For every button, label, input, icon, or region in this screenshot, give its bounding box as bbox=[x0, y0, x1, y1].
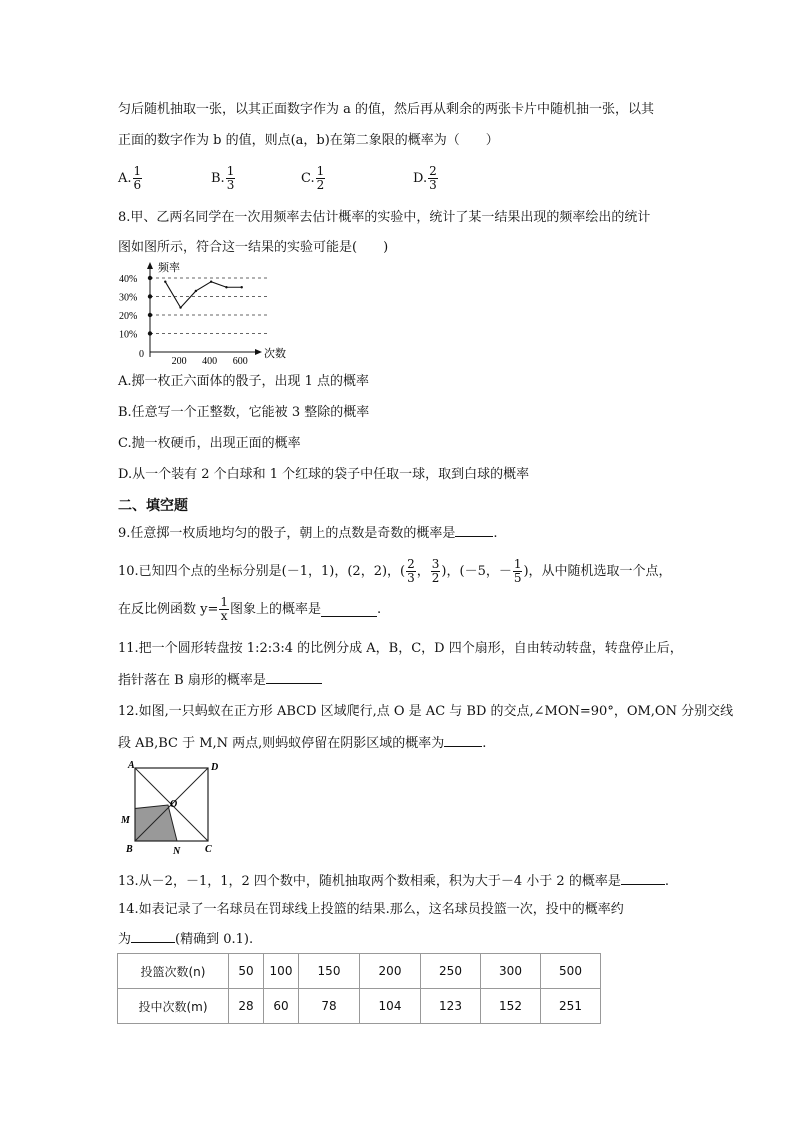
fraction bbox=[226, 165, 236, 192]
q7-option-c bbox=[301, 165, 326, 192]
fraction bbox=[219, 596, 229, 623]
q13-text: 13.从－2，－1，1，2 四个数中，随机抽取两个数相乘，积为大于－4 小于 2 的概率是 bbox=[118, 874, 621, 889]
axis-dot bbox=[148, 331, 152, 335]
fraction-numerator: 2 bbox=[429, 164, 437, 178]
data-point bbox=[210, 281, 212, 283]
x-tick-label: 400 bbox=[202, 356, 218, 366]
fraction-denominator: 3 bbox=[429, 178, 437, 192]
q10-text: )，从中随机选取一个点， bbox=[523, 563, 672, 579]
axis-dot bbox=[148, 313, 152, 317]
q9-end: . bbox=[493, 526, 498, 541]
q8-line-2: 图如图所示，符合这一结果的实验可能是( ) bbox=[118, 240, 389, 255]
q10-end: . bbox=[377, 601, 382, 617]
table-cell: 300 bbox=[481, 954, 541, 989]
q11-line-2 bbox=[118, 669, 322, 691]
option-label: C. bbox=[301, 171, 315, 186]
x-tick-label: 200 bbox=[171, 356, 187, 366]
q10-text: 10.已知四个点的坐标分别是(－1，1)，(2，2)，( bbox=[118, 563, 406, 579]
q12-end: . bbox=[482, 736, 487, 751]
fraction-numerator: 1 bbox=[513, 557, 522, 571]
fraction-denominator: 3 bbox=[407, 571, 415, 585]
fraction-denominator: 6 bbox=[133, 178, 142, 192]
q14-line-2 bbox=[118, 928, 253, 950]
q10-line-2 bbox=[118, 596, 381, 623]
label-m: M bbox=[121, 815, 130, 826]
table-cell: 78 bbox=[299, 989, 360, 1024]
data-point bbox=[164, 281, 166, 283]
data-point bbox=[179, 306, 181, 308]
x-tick-label: 600 bbox=[232, 356, 248, 366]
answer-blank bbox=[444, 732, 482, 747]
fraction-denominator: 2 bbox=[431, 571, 440, 585]
answer-blank bbox=[621, 870, 665, 885]
label-c: C bbox=[205, 844, 212, 855]
frequency-chart bbox=[112, 260, 312, 366]
q10-text: )，(－5，－ bbox=[441, 563, 512, 579]
table-cell: 500 bbox=[541, 954, 601, 989]
data-point bbox=[241, 286, 243, 288]
answer-blank bbox=[131, 928, 175, 943]
q9-text: 9.任意掷一枚质地均匀的骰子，朝上的点数是奇数的概率是 bbox=[118, 526, 456, 541]
shaded-region bbox=[135, 805, 177, 841]
row-header: 投中次数(m) bbox=[118, 989, 229, 1024]
fraction-numerator: 1 bbox=[220, 595, 229, 609]
axis-dot bbox=[148, 294, 152, 298]
q12-line-1: 12.如图,一只蚂蚁在正方形 ABCD 区域爬行,点 O 是 AC 与 BD 的交点,∠MON=90°，OM,ON 分别交线 bbox=[118, 704, 734, 719]
q7-option-a bbox=[118, 165, 143, 192]
fraction-denominator: 2 bbox=[316, 178, 325, 192]
q7-line-1: 匀后随机抽取一张，以其正面数字作为 a 的值，然后再从剩余的两张卡片中随机抽一张，以其 bbox=[118, 102, 655, 117]
x-axis-label: 次数 bbox=[264, 348, 286, 360]
section-title: 二、填空题 bbox=[118, 498, 188, 514]
fraction-numerator: 2 bbox=[407, 557, 415, 571]
q10-line-1 bbox=[118, 558, 672, 585]
q12-text: 段 AB,BC 于 M,N 两点,则蚂蚁停留在阴影区域的概率为 bbox=[118, 736, 445, 751]
table-cell: 150 bbox=[299, 954, 360, 989]
label-n: N bbox=[173, 846, 181, 857]
y-tick-label: 30% bbox=[119, 292, 138, 304]
table-cell: 28 bbox=[229, 989, 264, 1024]
square-diagram bbox=[115, 758, 220, 858]
fraction-denominator: x bbox=[220, 609, 228, 623]
q10-text: 在反比例函数 y= bbox=[118, 601, 219, 617]
q13 bbox=[118, 870, 669, 892]
label-a: A bbox=[128, 760, 135, 771]
frequency-line bbox=[165, 282, 241, 308]
q8-option-d: D.从一个装有 2 个白球和 1 个红球的袋子中任取一球，取到白球的概率 bbox=[118, 467, 530, 482]
fraction-denominator: 3 bbox=[226, 178, 235, 192]
q14-text: 为 bbox=[118, 932, 132, 947]
fraction-numerator: 1 bbox=[133, 164, 142, 178]
q10-text: 图象上的概率是 bbox=[230, 601, 322, 617]
fraction-numerator: 1 bbox=[226, 164, 235, 178]
data-point bbox=[225, 286, 227, 288]
fraction bbox=[133, 165, 143, 192]
y-axis-label: 频率 bbox=[158, 262, 180, 274]
q14-text: (精确到 0.1). bbox=[175, 932, 254, 947]
y-tick-label: 20% bbox=[119, 311, 138, 322]
label-b: B bbox=[126, 844, 133, 855]
table-cell: 60 bbox=[264, 989, 299, 1024]
fraction-numerator: 3 bbox=[431, 557, 440, 571]
fraction bbox=[406, 558, 416, 585]
q14-line-1: 14.如表记录了一名球员在罚球线上投篮的结果.那么，这名球员投篮一次，投中的概率约 bbox=[118, 902, 624, 917]
fraction bbox=[316, 165, 326, 192]
answer-blank bbox=[266, 669, 322, 684]
q11-line-1: 11.把一个圆形转盘按 1:2:3:4 的比例分成 A，B，C，D 四个扇形，自由转动转盘，转盘停止后， bbox=[118, 641, 683, 656]
y-axis-arrow-icon bbox=[147, 262, 153, 269]
option-label: A. bbox=[118, 171, 132, 186]
origin-label: 0 bbox=[139, 349, 144, 360]
axis-dot bbox=[148, 276, 152, 280]
q8-option-b: B.任意写一个正整数，它能被 3 整除的概率 bbox=[118, 405, 370, 420]
label-o: O bbox=[170, 799, 178, 810]
answer-blank bbox=[321, 602, 377, 617]
table-row bbox=[118, 989, 601, 1024]
q7-line-2: 正面的数字作为 b 的值，则点(a，b)在第二象限的概率为（ ） bbox=[118, 133, 499, 148]
q9 bbox=[118, 522, 498, 544]
table-cell: 104 bbox=[360, 989, 421, 1024]
option-label: B. bbox=[211, 171, 225, 186]
q7-option-d bbox=[413, 165, 439, 192]
q8-option-a: A.掷一枚正六面体的骰子，出现 1 点的概率 bbox=[118, 374, 370, 389]
fraction bbox=[513, 558, 523, 585]
y-tick-label: 40% bbox=[119, 274, 138, 285]
table-cell: 200 bbox=[360, 954, 421, 989]
q8-line-1: 8.甲、乙两名同学在一次用频率去估计概率的实验中，统计了某一结果出现的频率绘出的统计 bbox=[118, 210, 651, 225]
fraction-denominator: 5 bbox=[513, 571, 522, 585]
shooting-table bbox=[117, 953, 601, 1024]
q10-text: ， bbox=[416, 563, 430, 579]
x-axis-arrow-icon bbox=[255, 349, 262, 355]
answer-blank bbox=[455, 522, 493, 537]
q12-line-2 bbox=[118, 732, 486, 754]
data-point bbox=[195, 290, 197, 292]
q11-text: 指针落在 B 扇形的概率是 bbox=[118, 673, 266, 688]
q13-end: . bbox=[664, 874, 669, 889]
fraction-numerator: 1 bbox=[316, 164, 325, 178]
option-label: D. bbox=[413, 171, 428, 186]
fraction bbox=[428, 165, 438, 192]
table-cell: 123 bbox=[421, 989, 481, 1024]
q7-option-b bbox=[211, 165, 236, 192]
q8-option-c: C.抛一枚硬币，出现正面的概率 bbox=[118, 436, 301, 451]
label-d: D bbox=[211, 762, 219, 773]
row-header: 投篮次数(n) bbox=[118, 954, 229, 989]
table-cell: 251 bbox=[541, 989, 601, 1024]
table-cell: 250 bbox=[421, 954, 481, 989]
table-row bbox=[118, 954, 601, 989]
table-cell: 100 bbox=[264, 954, 299, 989]
table-cell: 152 bbox=[481, 989, 541, 1024]
fraction bbox=[431, 558, 441, 585]
y-tick-label: 10% bbox=[119, 329, 138, 341]
table-cell: 50 bbox=[229, 954, 264, 989]
